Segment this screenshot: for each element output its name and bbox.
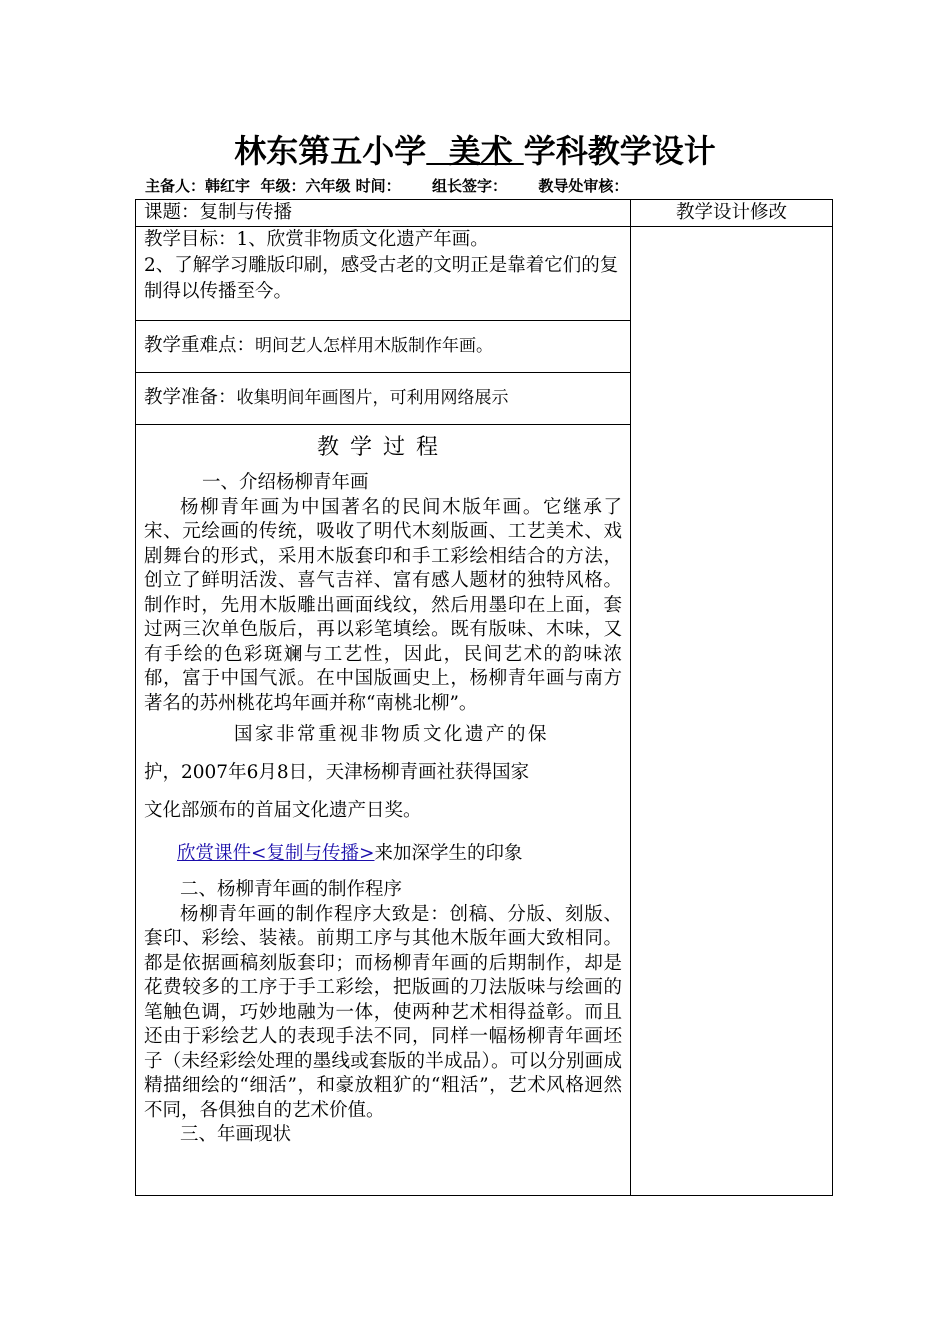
award-line2: 护，2007年6月8日，天津杨柳青画社获得国家: [144, 762, 530, 783]
award-line1: 国家非常重视非物质文化遗产的保: [234, 724, 550, 745]
page-title: [0, 128, 950, 174]
prep-value: 收集明间年画图片，可利用网络展示: [236, 388, 509, 408]
lesson-table: [135, 199, 833, 1196]
key-cell: [136, 321, 631, 373]
prep-label: 教学准备：: [144, 387, 237, 408]
revision-cell: [631, 227, 833, 1196]
section2-body: 杨柳青年画的制作程序大致是：创稿、分版、刻版、套印、彩绘、装裱。前期工序与其他木版年画大致相同。都是依据画稿刻版套印；而杨柳青年画的后期制作，却是花费较多的工序于手工彩绘，把版画的刀法版味与绘画的笔触色调，巧妙地融为一体，使两种艺术相得益彰。而且还由于彩绘艺人的表现手法不同，同样一幅杨柳青年画坯子（未经彩绘处理的墨线或套版的半成品）。可以分别画成精描细绘的“细活”，和豪放粗犷的“粗活”，艺术风格迥然不同，各俱独自的艺术价值。: [144, 903, 622, 1121]
goals-line2: 2、了解学习雕版印刷，感受古老的文明正是靠着它们的复制得以传播至今。: [144, 255, 619, 302]
prep-cell: [136, 373, 631, 425]
process-title: 教学过程: [316, 435, 449, 460]
title-suffix: 学科教学设计: [523, 132, 716, 170]
courseware-suffix: 来加深学生的印象: [374, 843, 523, 864]
revision-header: 教学设计修改: [631, 200, 833, 227]
section1-body: 杨柳青年画为中国著名的民间木版年画。它继承了宋、元绘画的传统，吸收了明代木刻版画、工艺美术、戏剧舞台的形式，采用木版套印和手工彩绘相结合的方法，创立了鲜明活泼、喜气吉祥、富有感人题材的独特风格。制作时，先用木版雕出画面线纹，然后用墨印在上面，套过两三次单色版后，再以彩笔填绘。既有版味、木味，又有手绘的色彩斑斓与工艺性，因此，民间艺术的韵味浓郁，富于中国气派。在中国版画史上，杨柳青年画与南方著名的苏州桃花坞年画并称“南桃北柳”。: [144, 496, 622, 714]
key-value: 明间艺人怎样用木版制作年画。: [255, 336, 494, 356]
courseware-line: [144, 830, 622, 878]
section3-title: 三、年画现状: [180, 1124, 292, 1145]
meta-line: 主备人：韩红宇 年级：六年级 时间： 组长签字： 教导处审核：: [145, 177, 629, 195]
goals-cell: [136, 227, 631, 321]
section1-title: 一、介绍杨柳青年画: [202, 472, 369, 493]
topic-cell: 课题：复制与传播: [136, 200, 631, 227]
award-line3: 文化部颁布的首届文化遗产日奖。: [144, 800, 422, 821]
section2-title: 二、杨柳青年画的制作程序: [180, 879, 403, 900]
courseware-link[interactable]: 欣赏课件<复制与传播>: [177, 843, 375, 864]
goals-line1: 教学目标：1、欣赏非物质文化遗产年画。: [144, 229, 489, 250]
title-school: 林东第五小学: [234, 132, 427, 170]
award-paragraph: [144, 716, 622, 830]
process-cell: [136, 425, 631, 1196]
title-subject: 美术: [426, 132, 524, 170]
key-label: 教学重难点：: [144, 335, 256, 356]
